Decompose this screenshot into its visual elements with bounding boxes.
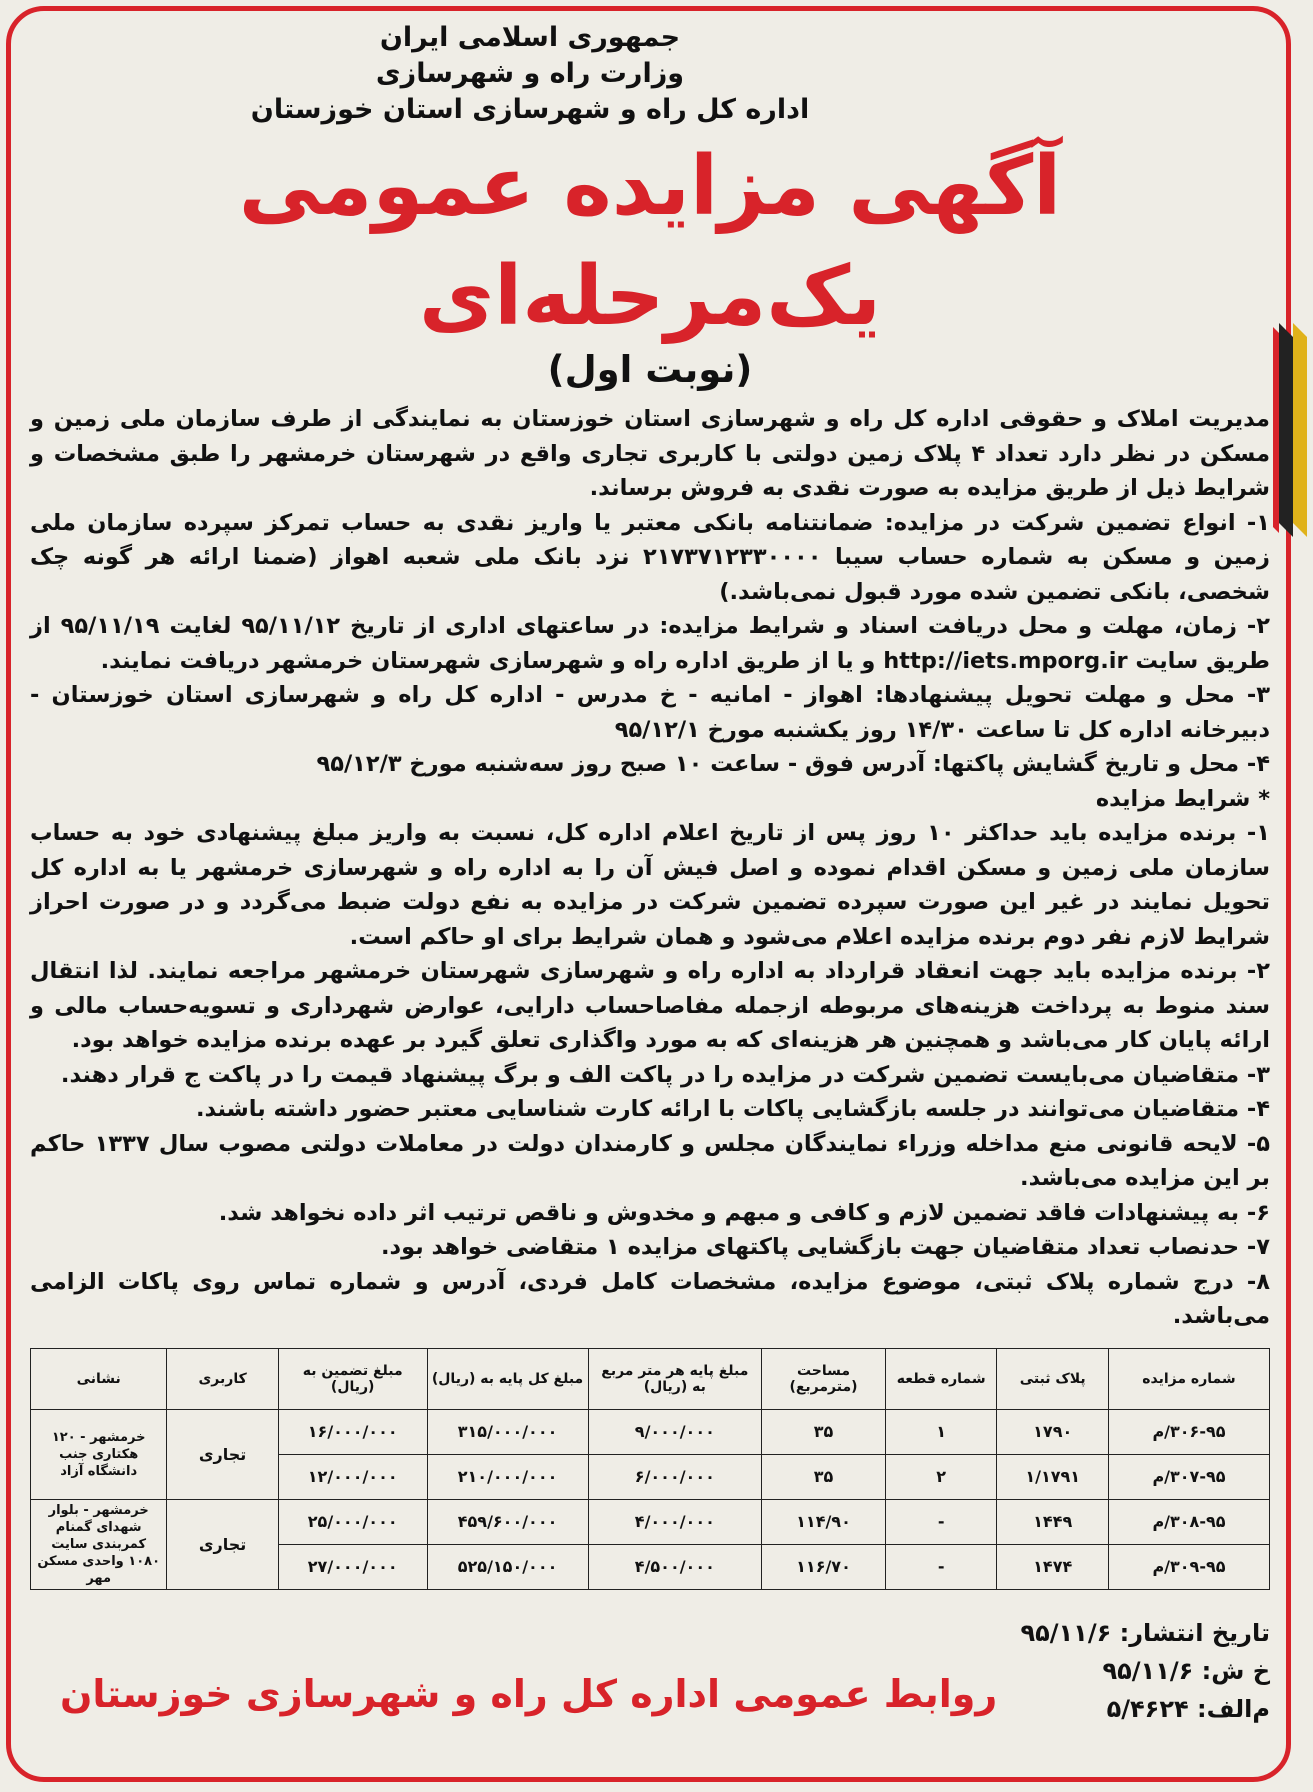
notice-title: آگهی مزایده عمومی یک‌مرحله‌ای	[238, 139, 1062, 344]
item-paragraph: ۲- زمان، مهلت و محل دریافت اسناد و شرایط مزایده: در ساعتهای اداری از تاریخ ۹۵/۱۱/۱۲ لغایت ۹۵/۱۱/۱۹ از طریق سایت http://iets.mporg.ir و یا از طریق اداره راه و شهرسازی شهرستان خرمشهر دریافت نمایند.	[30, 613, 1271, 674]
intro-paragraph: مدیریت املاک و حقوقی اداره کل راه و شهرسازی استان خوزستان به نمایندگی از طرف سازمان ملی زمین و مسکن در نظر دارد تعداد ۴ پلاک زمین دولتی با کاربری تجاری واقع در شهرستان خرمشهر را طبق مشخصات و شرایط ذیل از طریق مزایده به صورت نقدی به فروش برساند.	[30, 406, 1270, 501]
notice	[30, 20, 1270, 1734]
decorative-stripes	[1273, 330, 1307, 560]
kh-sh-code: خ ش: ۹۵/۱۱/۶	[1102, 1656, 1270, 1685]
table-cell: ۳۰۹-۹۵/م	[1108, 1544, 1269, 1589]
table-cell: ۱/۱۷۹۱	[997, 1454, 1109, 1499]
item-paragraph: ۴- محل و تاریخ گشایش پاکتها: آدرس فوق - ساعت ۱۰ صبح روز سه‌شنبه مورخ ۹۵/۱۲/۳	[316, 751, 1270, 777]
table-cell: ۱	[885, 1409, 997, 1454]
lots-table	[30, 1348, 1270, 1590]
column-header: شماره قطعه	[885, 1348, 997, 1409]
table-row	[31, 1499, 1270, 1544]
column-header: مبلغ تضمین به (ریال)	[278, 1348, 427, 1409]
condition-paragraph: ۳- متقاضیان می‌بایست تضمین شرکت در مزایده را در پاکت الف و برگ پیشنهاد قیمت را در پاکت ج قرار دهند.	[60, 1061, 1270, 1088]
table-cell: ۵۲۵/۱۵۰/۰۰۰	[427, 1544, 588, 1589]
header-line1: جمهوری اسلامی ایران	[379, 22, 681, 53]
table-cell: -	[885, 1544, 997, 1589]
condition-paragraph: ۴- متقاضیان می‌توانند در جلسه بازگشایی پاکات با ارائه کارت شناسایی معتبر حضور داشته باشند.	[195, 1096, 1270, 1122]
table-cell: ۱۷۹۰	[997, 1409, 1109, 1454]
item-paragraph: ۳- محل و مهلت تحویل پیشنهادها: اهواز - امانیه - خ مدرس - اداره کل راه و شهرسازی استان خوزستان - دبیرخانه اداره کل تا ساعت ۱۴/۳۰ روز یکشنبه مورخ ۹۵/۱۲/۱	[30, 682, 1270, 743]
public-relations-signature: روابط عمومی اداره کل راه و شهرسازی خوزستان	[60, 1671, 998, 1716]
table-cell: ۱۴۴۹	[997, 1499, 1109, 1544]
item-paragraph: ۱- انواع تضمین شرکت در مزایده: ضمانتنامه بانکی معتبر یا واریز نقدی به حساب تمرکز سپرده سازمان ملی زمین و مسکن به شماره حساب سیبا ۲۱۷۳۷۱۲۳۳۰۰۰۰ نزد بانک ملی شعبه اهواز (ضمنا ارائه هر گونه چک شخصی، بانکی تضمین شده مورد قبول نمی‌باشد.)	[30, 509, 1270, 605]
table-row	[31, 1409, 1270, 1454]
table-cell: ۴/۵۰۰/۰۰۰	[588, 1544, 761, 1589]
column-header: مبلغ کل پایه به (ریال)	[427, 1348, 588, 1409]
table-cell: -	[885, 1499, 997, 1544]
table-cell: ۲۱۰/۰۰۰/۰۰۰	[427, 1454, 588, 1499]
condition-paragraph: ۵- لایحه قانونی منع مداخله وزراء نمایندگان مجلس و کارمندان دولت در معاملات دولتی مصوب سال ۱۳۳۷ حاکم بر این مزایده می‌باشد.	[30, 1130, 1270, 1191]
conditions-heading: * شرایط مزایده	[1095, 785, 1270, 812]
column-header: نشانی	[31, 1348, 167, 1409]
table-cell: ۴۵۹/۶۰۰/۰۰۰	[427, 1499, 588, 1544]
table-cell: ۳۱۵/۰۰۰/۰۰۰	[427, 1409, 588, 1454]
table-cell: ۳۰۷-۹۵/م	[1108, 1454, 1269, 1499]
table-cell: ۱۱۴/۹۰	[762, 1499, 886, 1544]
table-cell: ۲	[885, 1454, 997, 1499]
condition-paragraph: ۱- برنده مزایده باید حداکثر ۱۰ روز پس از تاریخ اعلام اداره کل، نسبت به واریز مبلغ پیشنهادی خود به حساب سازمان ملی زمین و مسکن اقدام نموده و اصل فیش آن را به اداره راه و شهرسازی خرمشهر یا به اداره کل تحویل نمایند در غیر این صورت سپرده تضمین شرکت در مزایده به نفع دولت ضبط می‌گردد و در صورت احراز شرایط لازم نفر دوم برنده مزایده اعلام می‌شود و همان شرایط برای او حاکم است.	[30, 820, 1270, 950]
usage-cell: تجاری	[167, 1409, 279, 1499]
table-header-row	[31, 1348, 1270, 1409]
usage-cell: تجاری	[167, 1499, 279, 1589]
column-header: مساحت (مترمربع)	[762, 1348, 886, 1409]
notice-subtitle: (نوبت اول)	[547, 348, 753, 391]
column-header: مبلغ پایه هر متر مربع به (ریال)	[588, 1348, 761, 1409]
table-cell: ۲۷/۰۰۰/۰۰۰	[278, 1544, 427, 1589]
table-cell: ۹/۰۰۰/۰۰۰	[588, 1409, 761, 1454]
table-cell: ۴/۰۰۰/۰۰۰	[588, 1499, 761, 1544]
condition-paragraph: ۸- درج شماره پلاک ثبتی، موضوع مزایده، مشخصات کامل فردی، آدرس و شماره تماس روی پاکات الزامی می‌باشد.	[30, 1268, 1270, 1329]
table-cell: ۳۵	[762, 1409, 886, 1454]
address-cell: خرمشهر - ۱۲۰ هکتاری جنب دانشگاه آزاد	[31, 1409, 167, 1499]
notice-body	[30, 402, 1270, 1334]
condition-paragraph: ۲- برنده مزایده باید جهت انعقاد قرارداد به اداره راه و شهرسازی شهرستان خرمشهر مراجعه نمایند. لذا انتقال سند منوط به پرداخت هزینه‌های مربوطه ازجمله مفاصاحساب دارایی، عوارض شهرداری و تسویه‌حساب مالی و ارائه پایان کار می‌باشد و همچنین هر هزینه‌ای که به مورد واگذاری تعلق گیرد بر عهده برنده مزایده خواهد بود.	[30, 958, 1270, 1053]
table-cell: ۳۵	[762, 1454, 886, 1499]
condition-paragraph: ۶- به پیشنهادات فاقد تضمین لازم و کافی و مبهم و مخدوش و ناقص ترتیب اثر داده نخواهد شد.	[218, 1199, 1270, 1226]
header-line2: وزارت راه و شهرسازی	[375, 58, 685, 89]
table-cell: ۳۰۸-۹۵/م	[1108, 1499, 1269, 1544]
table-cell: ۱۶/۰۰۰/۰۰۰	[278, 1409, 427, 1454]
header-line3: اداره کل راه و شهرسازی استان خوزستان	[250, 94, 810, 125]
address-cell: خرمشهر - بلوار شهدای گمنام کمربندی سایت ۱۰۸۰ واحدی مسکن مهر	[31, 1499, 167, 1589]
table-cell: ۱۴۷۴	[997, 1544, 1109, 1589]
publish-date: تاریخ انتشار: ۹۵/۱۱/۶	[1020, 1618, 1270, 1647]
footer	[30, 1614, 1270, 1734]
column-header: شماره مزایده	[1108, 1348, 1269, 1409]
condition-paragraph: ۷- حدنصاب تعداد متقاضیان جهت بازگشایی پاکتهای مزایده ۱ متقاضی خواهد بود.	[381, 1234, 1270, 1260]
column-header: پلاک ثبتی	[997, 1348, 1109, 1409]
table-cell: ۱۱۶/۷۰	[762, 1544, 886, 1589]
table-cell: ۲۵/۰۰۰/۰۰۰	[278, 1499, 427, 1544]
table-cell: ۱۲/۰۰۰/۰۰۰	[278, 1454, 427, 1499]
table-cell: ۳۰۶-۹۵/م	[1108, 1409, 1269, 1454]
header-block	[30, 20, 1030, 128]
column-header: کاربری	[167, 1348, 279, 1409]
table-cell: ۶/۰۰۰/۰۰۰	[588, 1454, 761, 1499]
m-alef-code: م‌الف: ۵/۴۶۲۴	[1106, 1694, 1270, 1723]
